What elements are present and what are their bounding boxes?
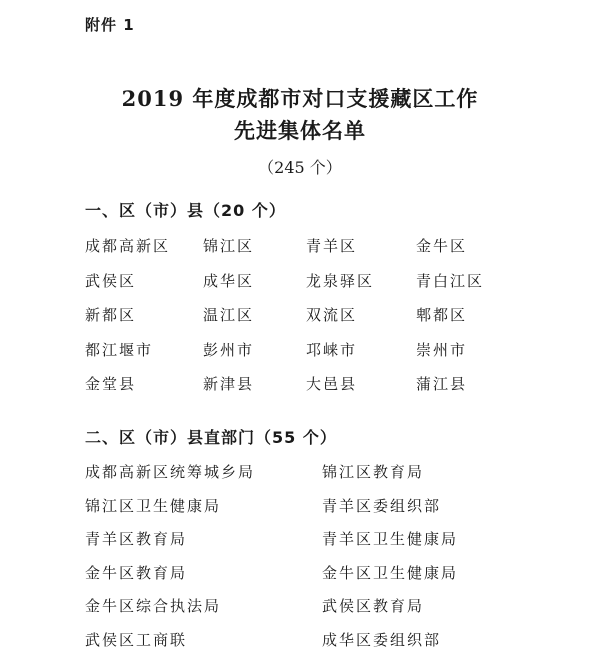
list-item: 金牛区 [416, 236, 525, 271]
list-item: 温江区 [203, 305, 306, 340]
list-item: 锦江区 [203, 236, 306, 271]
list-item: 武侯区 [85, 271, 203, 306]
total-count: （245 个） [0, 155, 600, 178]
section-1-list [85, 236, 525, 409]
list-item: 龙泉驿区 [306, 271, 416, 306]
list-item: 青羊区卫生健康局 [322, 529, 545, 563]
list-item: 成都高新区统筹城乡局 [85, 462, 322, 496]
section-1-heading: 一、区（市）县（20 个） [85, 198, 286, 221]
list-item: 青白江区 [416, 271, 525, 306]
list-item: 邛崃市 [306, 340, 416, 375]
list-item: 金堂县 [85, 374, 203, 409]
list-item: 武侯区教育局 [322, 596, 545, 630]
list-item: 新都区 [85, 305, 203, 340]
list-item: 锦江区卫生健康局 [85, 496, 322, 530]
list-item: 青羊区 [306, 236, 416, 271]
list-item: 金牛区卫生健康局 [322, 563, 545, 597]
list-item: 锦江区教育局 [322, 462, 545, 496]
list-item: 成华区委组织部 [322, 630, 545, 663]
list-item: 金牛区综合执法局 [85, 596, 322, 630]
list-item: 崇州市 [416, 340, 525, 375]
attachment-label: 附件 1 [85, 14, 135, 35]
list-item: 武侯区工商联 [85, 630, 322, 663]
document-title-line-1: 2019 年度成都市对口支援藏区工作 [0, 83, 600, 113]
list-item: 大邑县 [306, 374, 416, 409]
document-title-line-2: 先进集体名单 [0, 115, 600, 145]
list-item: 青羊区教育局 [85, 529, 322, 563]
list-item: 郫都区 [416, 305, 525, 340]
list-item: 蒲江县 [416, 374, 525, 409]
list-item: 都江堰市 [85, 340, 203, 375]
list-item: 金牛区教育局 [85, 563, 322, 597]
list-item: 双流区 [306, 305, 416, 340]
list-item: 青羊区委组织部 [322, 496, 545, 530]
list-item: 新津县 [203, 374, 306, 409]
list-item: 成华区 [203, 271, 306, 306]
section-2-list [85, 462, 545, 663]
list-item: 成都高新区 [85, 236, 203, 271]
section-2-heading: 二、区（市）县直部门（55 个） [85, 425, 337, 448]
list-item: 彭州市 [203, 340, 306, 375]
